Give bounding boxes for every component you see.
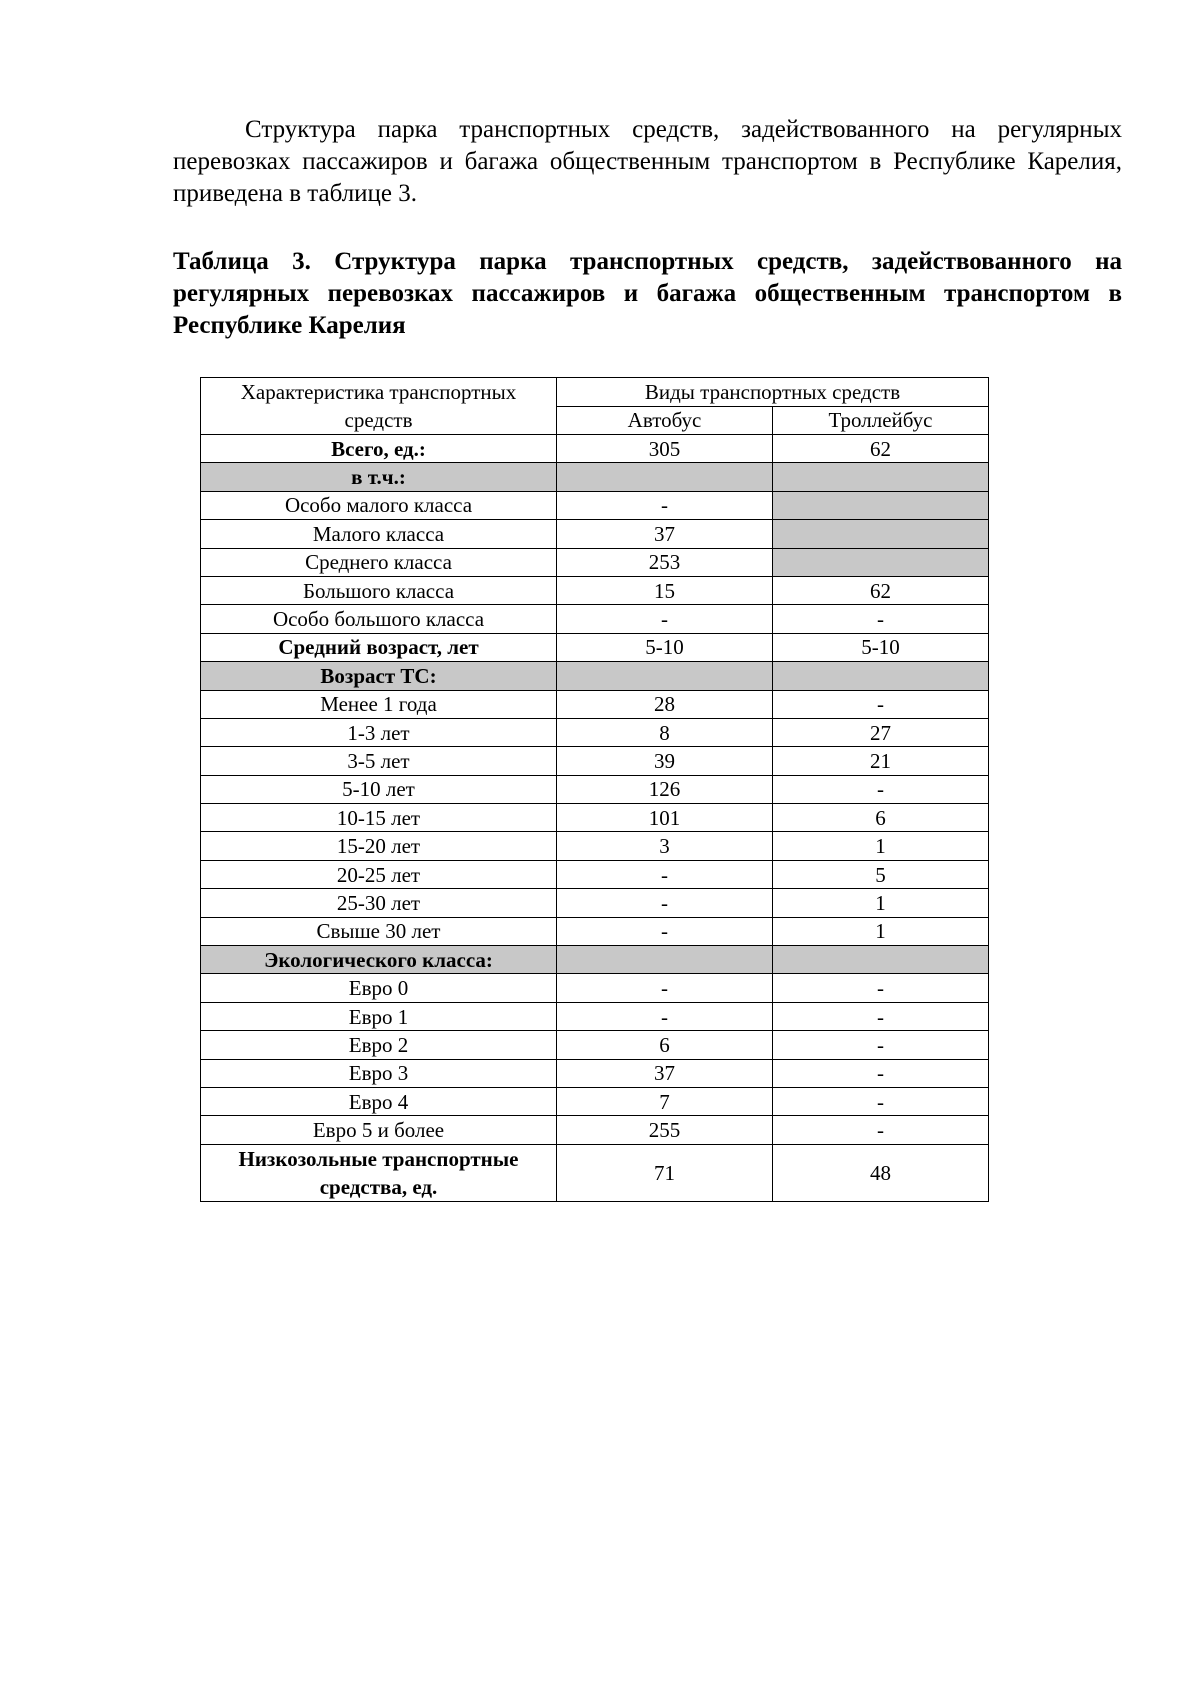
row-label-cell: 25-30 лет — [201, 889, 557, 917]
table-row — [201, 548, 989, 576]
trolleybus-value-cell — [773, 946, 989, 974]
row-label-cell: Средний возраст, лет — [201, 633, 557, 661]
row-label-cell: Малого класса — [201, 520, 557, 548]
trolleybus-value-cell: 48 — [773, 1144, 989, 1201]
row-label-cell: в т.ч.: — [201, 463, 557, 491]
table-caption: Таблица 3. Структура парка транспортных средств, задействованного на регулярных перевозках пассажиров и багажа общественным транспортом в Республике Карелия — [173, 248, 1122, 339]
table-row — [201, 860, 989, 888]
row-label-cell: Евро 4 — [201, 1087, 557, 1115]
bus-value-cell: 7 — [557, 1087, 773, 1115]
trolleybus-value-cell: 5 — [773, 860, 989, 888]
row-label-cell: 3-5 лет — [201, 747, 557, 775]
bus-value-cell: 8 — [557, 718, 773, 746]
trolleybus-value-cell: 62 — [773, 435, 989, 463]
row-label-cell: Свыше 30 лет — [201, 917, 557, 945]
trolleybus-value-cell: 1 — [773, 832, 989, 860]
row-label-cell: 10-15 лет — [201, 804, 557, 832]
bus-value-cell: - — [557, 1002, 773, 1030]
trolleybus-value-cell: - — [773, 690, 989, 718]
trolleybus-value-cell: 1 — [773, 917, 989, 945]
table-body — [201, 435, 989, 1202]
trolleybus-value-cell: - — [773, 974, 989, 1002]
row-label-cell: Евро 3 — [201, 1059, 557, 1087]
row-label-cell: Особо большого класса — [201, 605, 557, 633]
table-row — [201, 747, 989, 775]
table-row — [201, 718, 989, 746]
bus-value-cell — [557, 946, 773, 974]
trolleybus-value-cell — [773, 548, 989, 576]
bus-value-cell: - — [557, 889, 773, 917]
table-row — [201, 690, 989, 718]
trolleybus-value-cell: 21 — [773, 747, 989, 775]
bus-value-cell: - — [557, 491, 773, 519]
row-label-cell: Низкозольные транспортные средства, ед. — [201, 1144, 557, 1201]
bus-value-cell — [557, 662, 773, 690]
table-row — [201, 1087, 989, 1115]
row-label-cell: Евро 5 и более — [201, 1116, 557, 1144]
trolleybus-value-cell — [773, 463, 989, 491]
table-row — [201, 1116, 989, 1144]
trolleybus-value-cell — [773, 520, 989, 548]
row-label-cell: 1-3 лет — [201, 718, 557, 746]
table-row — [201, 662, 989, 690]
table-row — [201, 1031, 989, 1059]
bus-value-cell: 255 — [557, 1116, 773, 1144]
table-row — [201, 804, 989, 832]
trolleybus-value-cell: - — [773, 1116, 989, 1144]
trolleybus-value-cell: 1 — [773, 889, 989, 917]
trolleybus-value-cell: 5-10 — [773, 633, 989, 661]
bus-value-cell: - — [557, 974, 773, 1002]
trolleybus-value-cell: 27 — [773, 718, 989, 746]
table-row — [201, 889, 989, 917]
trolleybus-value-cell: - — [773, 1031, 989, 1059]
row-label-cell: 15-20 лет — [201, 832, 557, 860]
row-label-cell: Особо малого класса — [201, 491, 557, 519]
row-label-cell: Большого класса — [201, 576, 557, 604]
trolleybus-value-cell: - — [773, 1059, 989, 1087]
row-label-cell: Всего, ед.: — [201, 435, 557, 463]
bus-value-cell: 28 — [557, 690, 773, 718]
bus-value-cell: 15 — [557, 576, 773, 604]
bus-value-cell: 37 — [557, 1059, 773, 1087]
table-row — [201, 463, 989, 491]
intro-paragraph: Структура парка транспортных средств, задействованного на регулярных перевозках пассажиров и багажа общественным транспортом в Республике Карелия, приведена в таблице 3. — [173, 116, 1122, 207]
bus-value-cell: 71 — [557, 1144, 773, 1201]
header-characteristic: Характеристика транспортных средств — [201, 378, 557, 435]
table-row — [201, 974, 989, 1002]
trolleybus-value-cell: - — [773, 605, 989, 633]
table-row — [201, 832, 989, 860]
bus-value-cell: 37 — [557, 520, 773, 548]
bus-value-cell: 253 — [557, 548, 773, 576]
trolleybus-value-cell: 6 — [773, 804, 989, 832]
trolleybus-value-cell: - — [773, 775, 989, 803]
row-label-cell: 5-10 лет — [201, 775, 557, 803]
row-label-cell: Возраст ТС: — [201, 662, 557, 690]
bus-value-cell: 305 — [557, 435, 773, 463]
trolleybus-value-cell: - — [773, 1002, 989, 1030]
table-row — [201, 491, 989, 519]
row-label-cell: Евро 0 — [201, 974, 557, 1002]
table-row — [201, 1002, 989, 1030]
table-header-row — [201, 378, 989, 407]
table-row — [201, 946, 989, 974]
bus-value-cell: - — [557, 605, 773, 633]
trolleybus-value-cell: - — [773, 1087, 989, 1115]
row-label-cell: Менее 1 года — [201, 690, 557, 718]
trolleybus-value-cell: 62 — [773, 576, 989, 604]
fleet-structure-table — [200, 377, 989, 1202]
trolleybus-value-cell — [773, 491, 989, 519]
row-label-cell: Экологического класса: — [201, 946, 557, 974]
bus-value-cell: - — [557, 860, 773, 888]
row-label-cell: Среднего класса — [201, 548, 557, 576]
bus-value-cell: 101 — [557, 804, 773, 832]
row-label-cell: 20-25 лет — [201, 860, 557, 888]
table-row — [201, 605, 989, 633]
trolleybus-value-cell — [773, 662, 989, 690]
header-vehicle-types: Виды транспортных средств — [557, 378, 989, 407]
bus-value-cell: 39 — [557, 747, 773, 775]
table-row — [201, 917, 989, 945]
table-row — [201, 775, 989, 803]
bus-value-cell — [557, 463, 773, 491]
table-row — [201, 1144, 989, 1201]
table-row — [201, 1059, 989, 1087]
table-row — [201, 633, 989, 661]
header-bus: Автобус — [557, 406, 773, 435]
bus-value-cell: - — [557, 917, 773, 945]
table-row — [201, 435, 989, 463]
table-row — [201, 576, 989, 604]
row-label-cell: Евро 2 — [201, 1031, 557, 1059]
bus-value-cell: 6 — [557, 1031, 773, 1059]
bus-value-cell: 126 — [557, 775, 773, 803]
row-label-cell: Евро 1 — [201, 1002, 557, 1030]
header-trolleybus: Троллейбус — [773, 406, 989, 435]
bus-value-cell: 5-10 — [557, 633, 773, 661]
bus-value-cell: 3 — [557, 832, 773, 860]
table-row — [201, 520, 989, 548]
